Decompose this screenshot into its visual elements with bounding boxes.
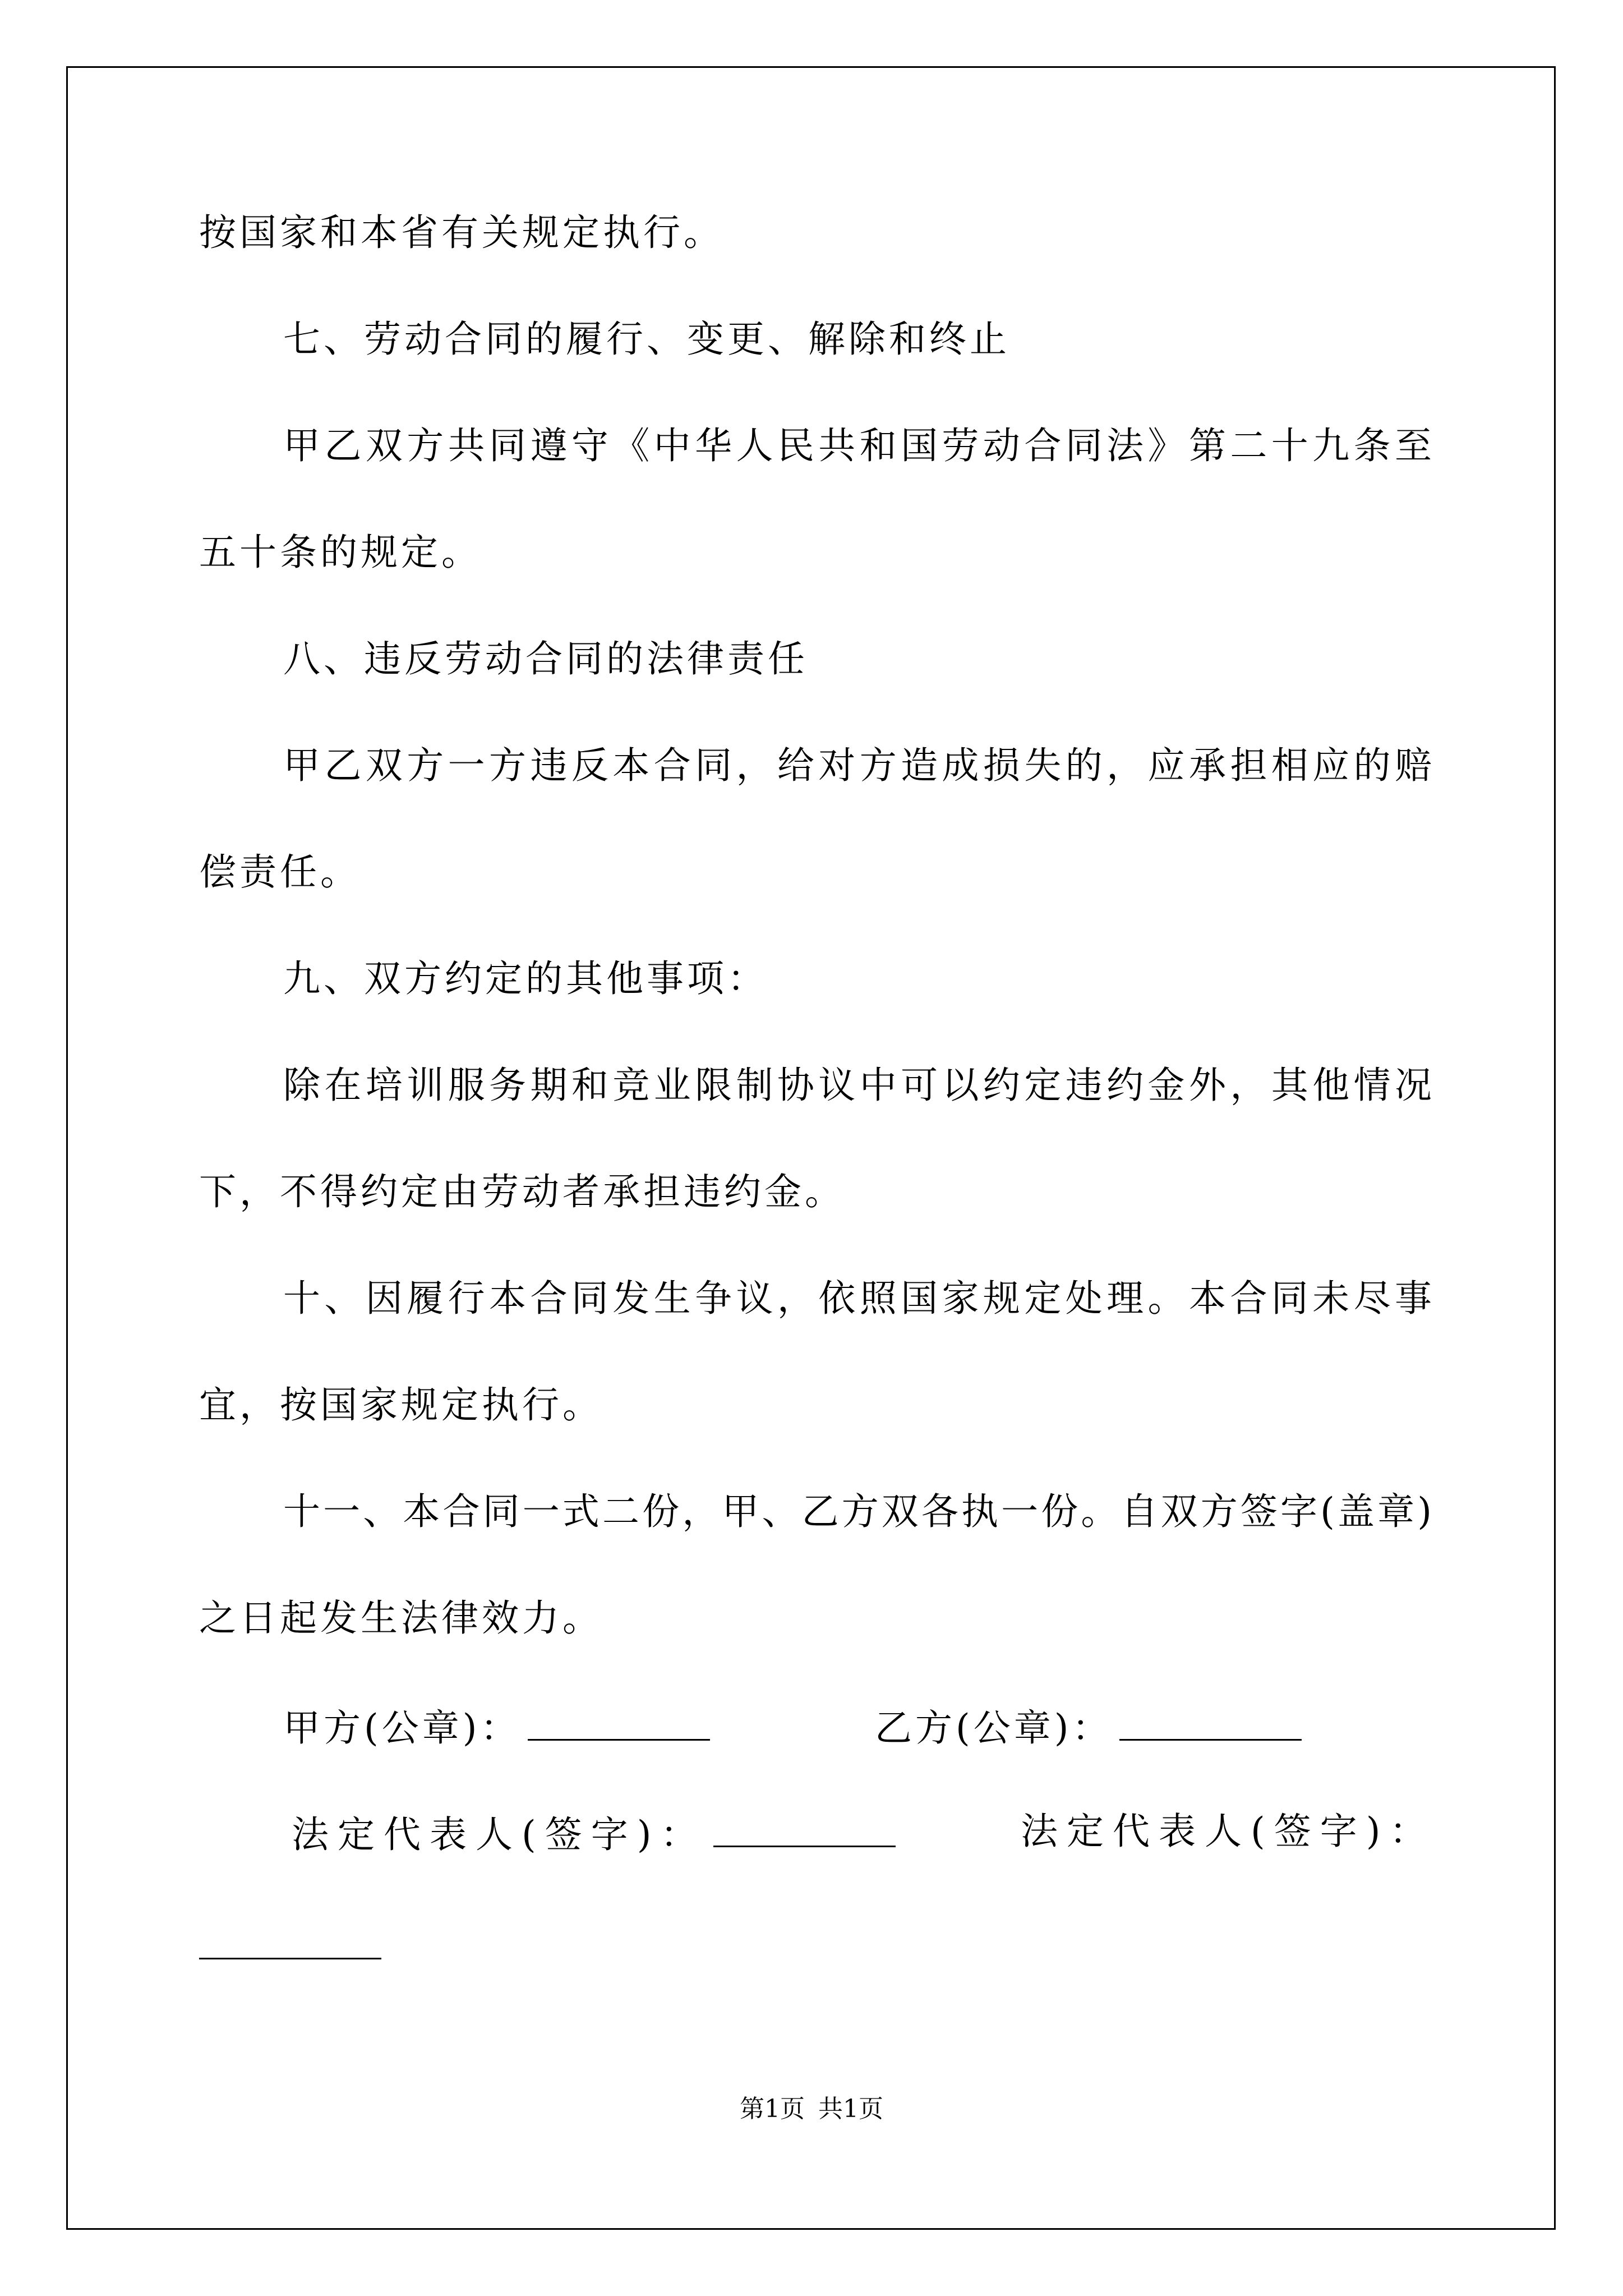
party-a-seal-blank[interactable] — [528, 1700, 710, 1741]
signature-legal-rep-b-line — [199, 1918, 381, 1969]
party-b-seal-label: 乙方(公章)： — [875, 1706, 1113, 1750]
section-heading-10: 十、因履行本合同发生争议，依照国家规定处理。本合同未尽事 — [283, 1277, 1432, 1320]
legal-rep-a-blank[interactable] — [713, 1806, 896, 1847]
party-a-seal-label: 甲方(公章)： — [283, 1706, 521, 1750]
signature-party-a — [283, 1700, 710, 1750]
text-line-4: 五十条的规定。 — [199, 531, 482, 574]
party-b-seal-blank[interactable] — [1119, 1700, 1302, 1741]
text-line-10: 下，不得约定由劳动者承担违约金。 — [199, 1170, 845, 1213]
section-heading-11: 十一、本合同一式二份，甲、乙方双各执一份。自双方签字(盖章) — [283, 1490, 1432, 1533]
section-heading-8: 八、违反劳动合同的法律责任 — [283, 637, 808, 680]
page-border — [66, 66, 1556, 2230]
section-heading-7: 七、劳动合同的履行、变更、解除和终止 — [283, 318, 1010, 361]
text-line-3: 甲乙双方共同遵守《中华人民共和国劳动合同法》第二十九条至 — [283, 424, 1432, 467]
text-line-7: 偿责任。 — [199, 850, 361, 894]
section-heading-9: 九、双方约定的其他事项： — [283, 957, 768, 1000]
legal-rep-b-blank[interactable] — [199, 1918, 381, 1959]
signature-legal-rep-a — [292, 1806, 896, 1857]
page-total: 共1页 — [818, 2095, 883, 2123]
legal-rep-b-label: 法定代表人(签字)： — [1021, 1810, 1436, 1853]
signature-legal-rep-b — [1021, 1806, 1436, 1857]
text-line-14: 之日起发生法律效力。 — [199, 1596, 603, 1640]
text-line-12: 宜，按国家规定执行。 — [199, 1383, 603, 1427]
page-footer — [0, 2092, 1623, 2126]
text-line-9: 除在培训服务期和竞业限制协议中可以约定违约金外，其他情况 — [283, 1064, 1432, 1107]
text-line-1: 按国家和本省有关规定执行。 — [199, 211, 724, 254]
page-current: 第1页 — [740, 2095, 805, 2123]
signature-party-b — [875, 1700, 1302, 1750]
text-line-6: 甲乙双方一方违反本合同，给对方造成损失的，应承担相应的赔 — [283, 744, 1432, 787]
legal-rep-a-label: 法定代表人(签字)： — [292, 1813, 707, 1856]
